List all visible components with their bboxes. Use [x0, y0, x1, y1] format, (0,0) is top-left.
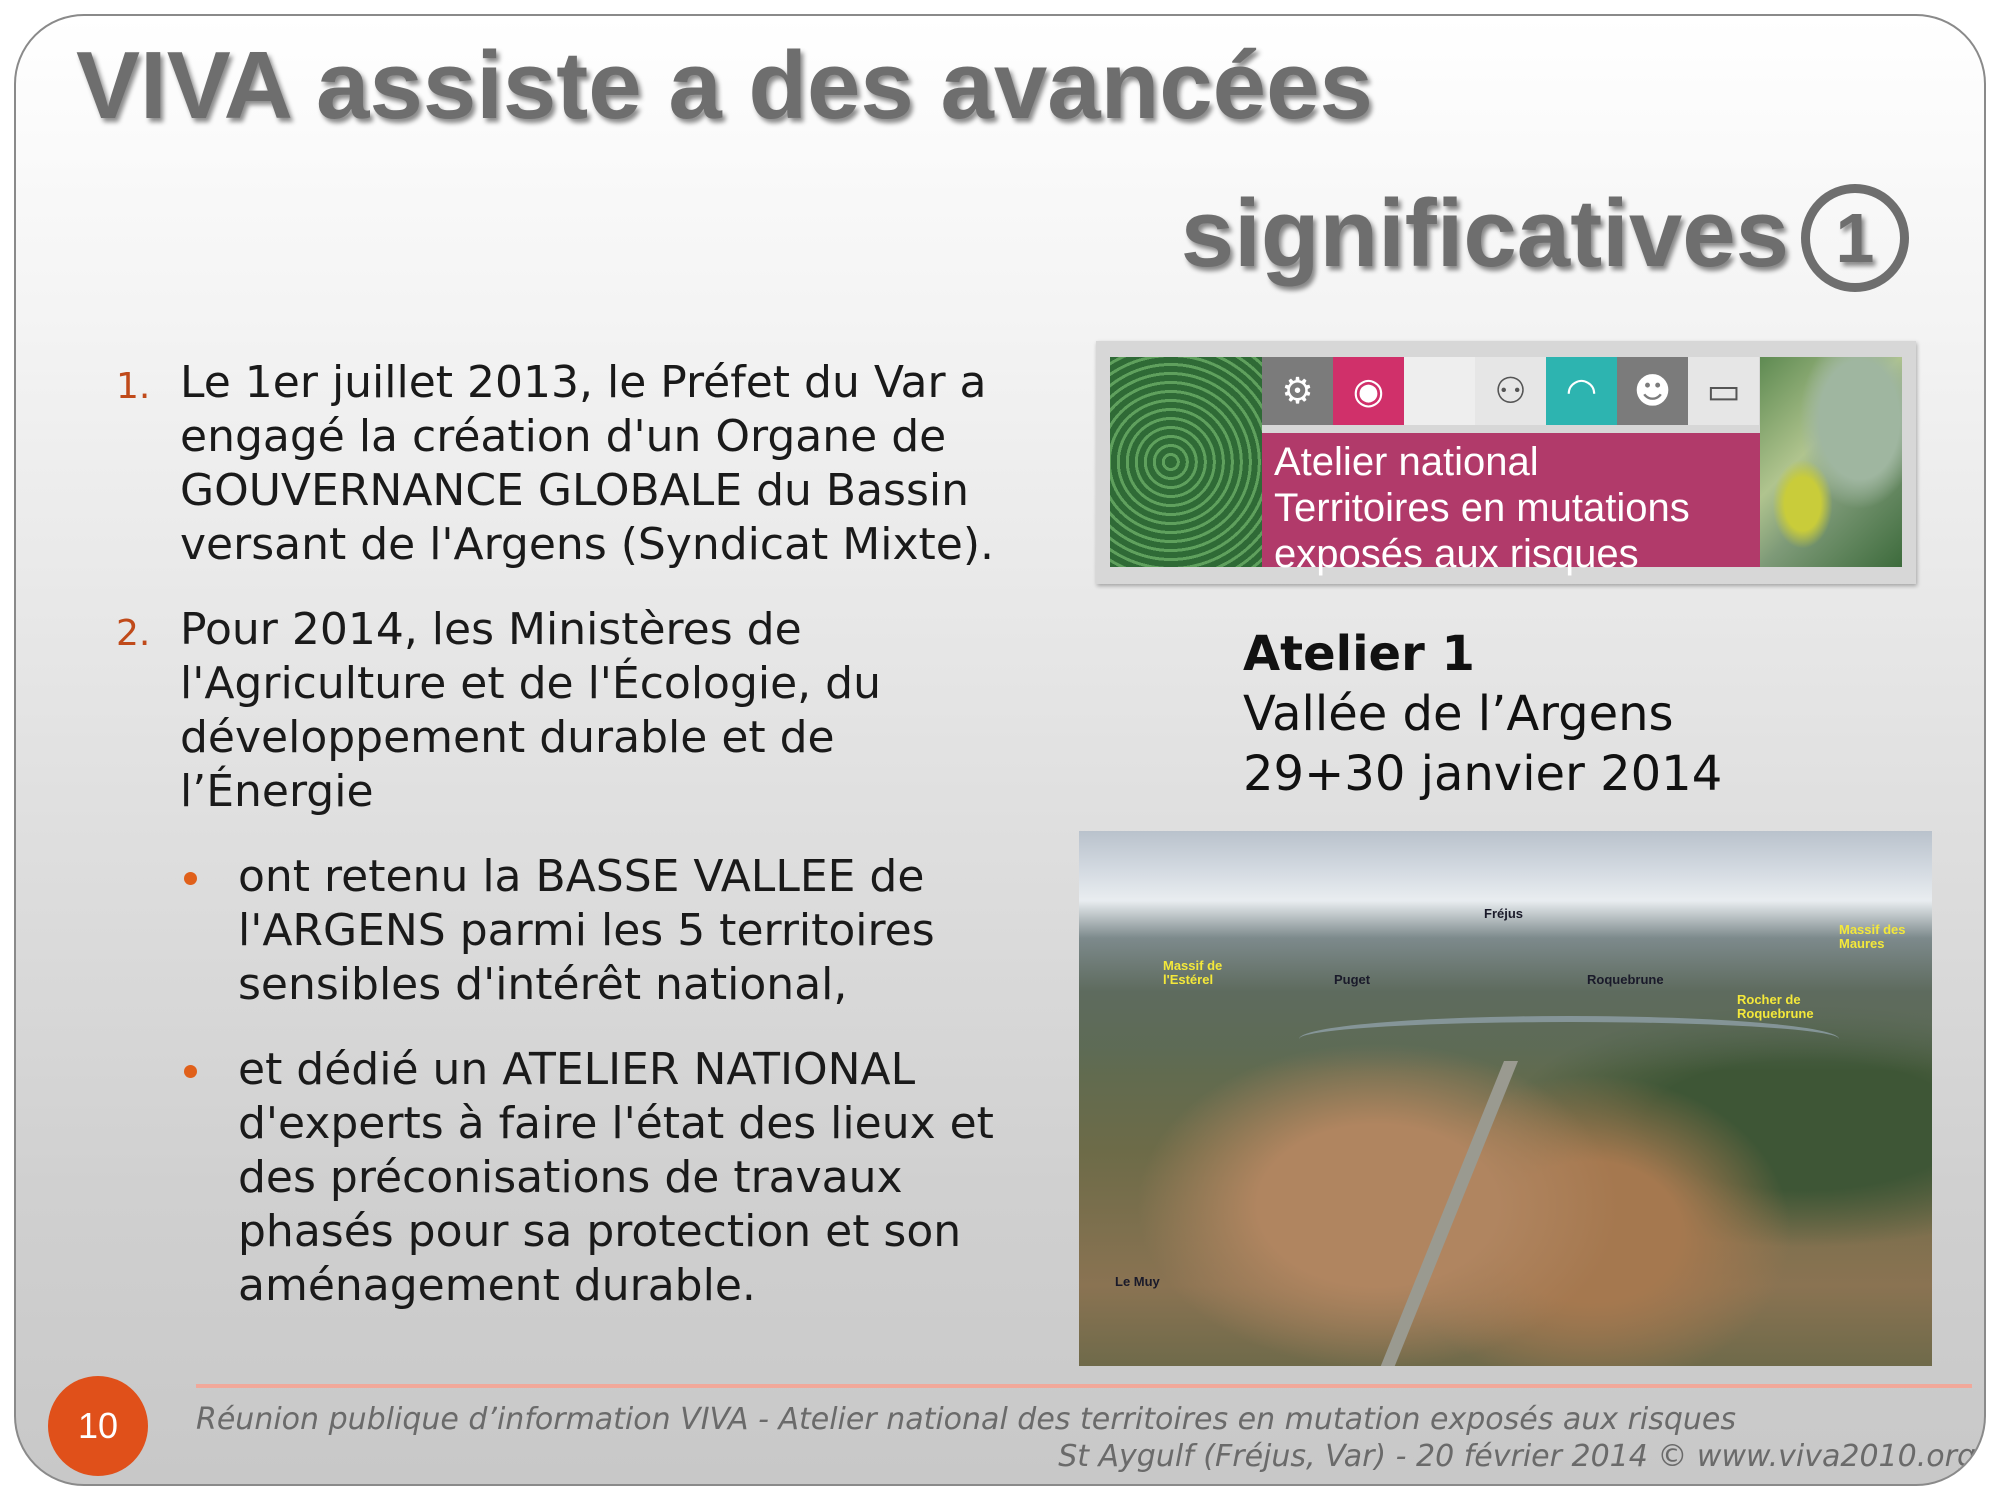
- slide-title-line-2: [1180, 180, 1909, 292]
- atelier-place: Vallée de l’Argens: [1243, 686, 1674, 742]
- photo-label-frejus: Fréjus: [1484, 906, 1524, 921]
- bullet-dot: [184, 872, 197, 885]
- banner-line-2: Territoires en mutations: [1274, 486, 1690, 530]
- gears-icon: ⚙: [1262, 357, 1333, 425]
- list-text-1: Le 1er juillet 2013, le Préfet du Var a engagé la création d'un Organe de GOUVERNANCE GLOBALE du Bassin versant de l'Argens (Syndicat Mixte).: [180, 357, 994, 570]
- circled-number-badge: 1: [1801, 184, 1909, 292]
- aerial-valley-photo: [1079, 831, 1932, 1366]
- list-number-1: 1.: [116, 366, 151, 407]
- territory-map-image: [1760, 357, 1902, 567]
- people-icon: ⚇: [1475, 357, 1546, 425]
- list-text-2: Pour 2014, les Ministères de l'Agriculture et de l'Écologie, du développement durable et de l’Énergie: [180, 604, 881, 817]
- flooded-river: [1299, 1016, 1839, 1062]
- city-icon: ◉: [1333, 357, 1404, 425]
- footer-line-2: St Aygulf (Fréjus, Var) - 20 février 2014 © www.viva2010.org: [1058, 1439, 1976, 1474]
- bullet-dot: [184, 1065, 197, 1078]
- photo-label-le-muy: Le Muy: [1115, 1274, 1160, 1289]
- slide-title-line-1: VIVA assiste a des avancées: [76, 32, 1373, 139]
- footer-line-1: Réunion publique d’information VIVA - Atelier national des territoires en mutation exposés aux risques: [196, 1402, 1736, 1437]
- photo-label-maures: Massif des Maures: [1839, 922, 1906, 951]
- banner-title-box: [1262, 433, 1760, 576]
- photo-label-puget: Puget: [1334, 972, 1371, 987]
- footer-divider: [196, 1384, 1972, 1388]
- photo-label-rocher: Rocher de Roquebrune: [1737, 992, 1814, 1021]
- list-number-2: 2.: [116, 613, 151, 654]
- atelier-heading: Atelier 1: [1243, 626, 1475, 682]
- contour-map-image: [1110, 357, 1262, 567]
- presentation-icon: ▭: [1688, 357, 1759, 425]
- banner-line-1: Atelier national: [1274, 440, 1539, 484]
- bullet-text-2: et dédié un ATELIER NATIONAL d'experts à faire l'état des lieux et des préconisations de travaux phasés pour sa protection et son aménagement durable.: [238, 1044, 994, 1311]
- atelier-dates: 29+30 janvier 2014: [1243, 746, 1723, 802]
- banner-icon-row: [1262, 357, 1760, 425]
- slide-title-line-2-text: significatives: [1180, 180, 1789, 287]
- atelier-caption: [1243, 624, 1722, 804]
- bullet-text-1: ont retenu la BASSE VALLEE de l'ARGENS parmi les 5 territoires sensibles d'intérêt national,: [238, 851, 935, 1010]
- photo-label-esterel: Massif de l'Estérel: [1163, 958, 1223, 987]
- blank-tile: [1404, 357, 1475, 425]
- photo-label-roquebrune: Roquebrune: [1587, 972, 1664, 987]
- footer-text: [196, 1401, 1976, 1475]
- atelier-national-banner: [1096, 341, 1916, 584]
- group-icon: ☻: [1617, 357, 1688, 425]
- page-number: 10: [48, 1376, 148, 1476]
- highway: [1371, 1061, 1518, 1366]
- banner-line-3: exposés aux risques: [1274, 532, 1639, 576]
- slide: [14, 14, 1986, 1486]
- dam-icon: ◠: [1546, 357, 1617, 425]
